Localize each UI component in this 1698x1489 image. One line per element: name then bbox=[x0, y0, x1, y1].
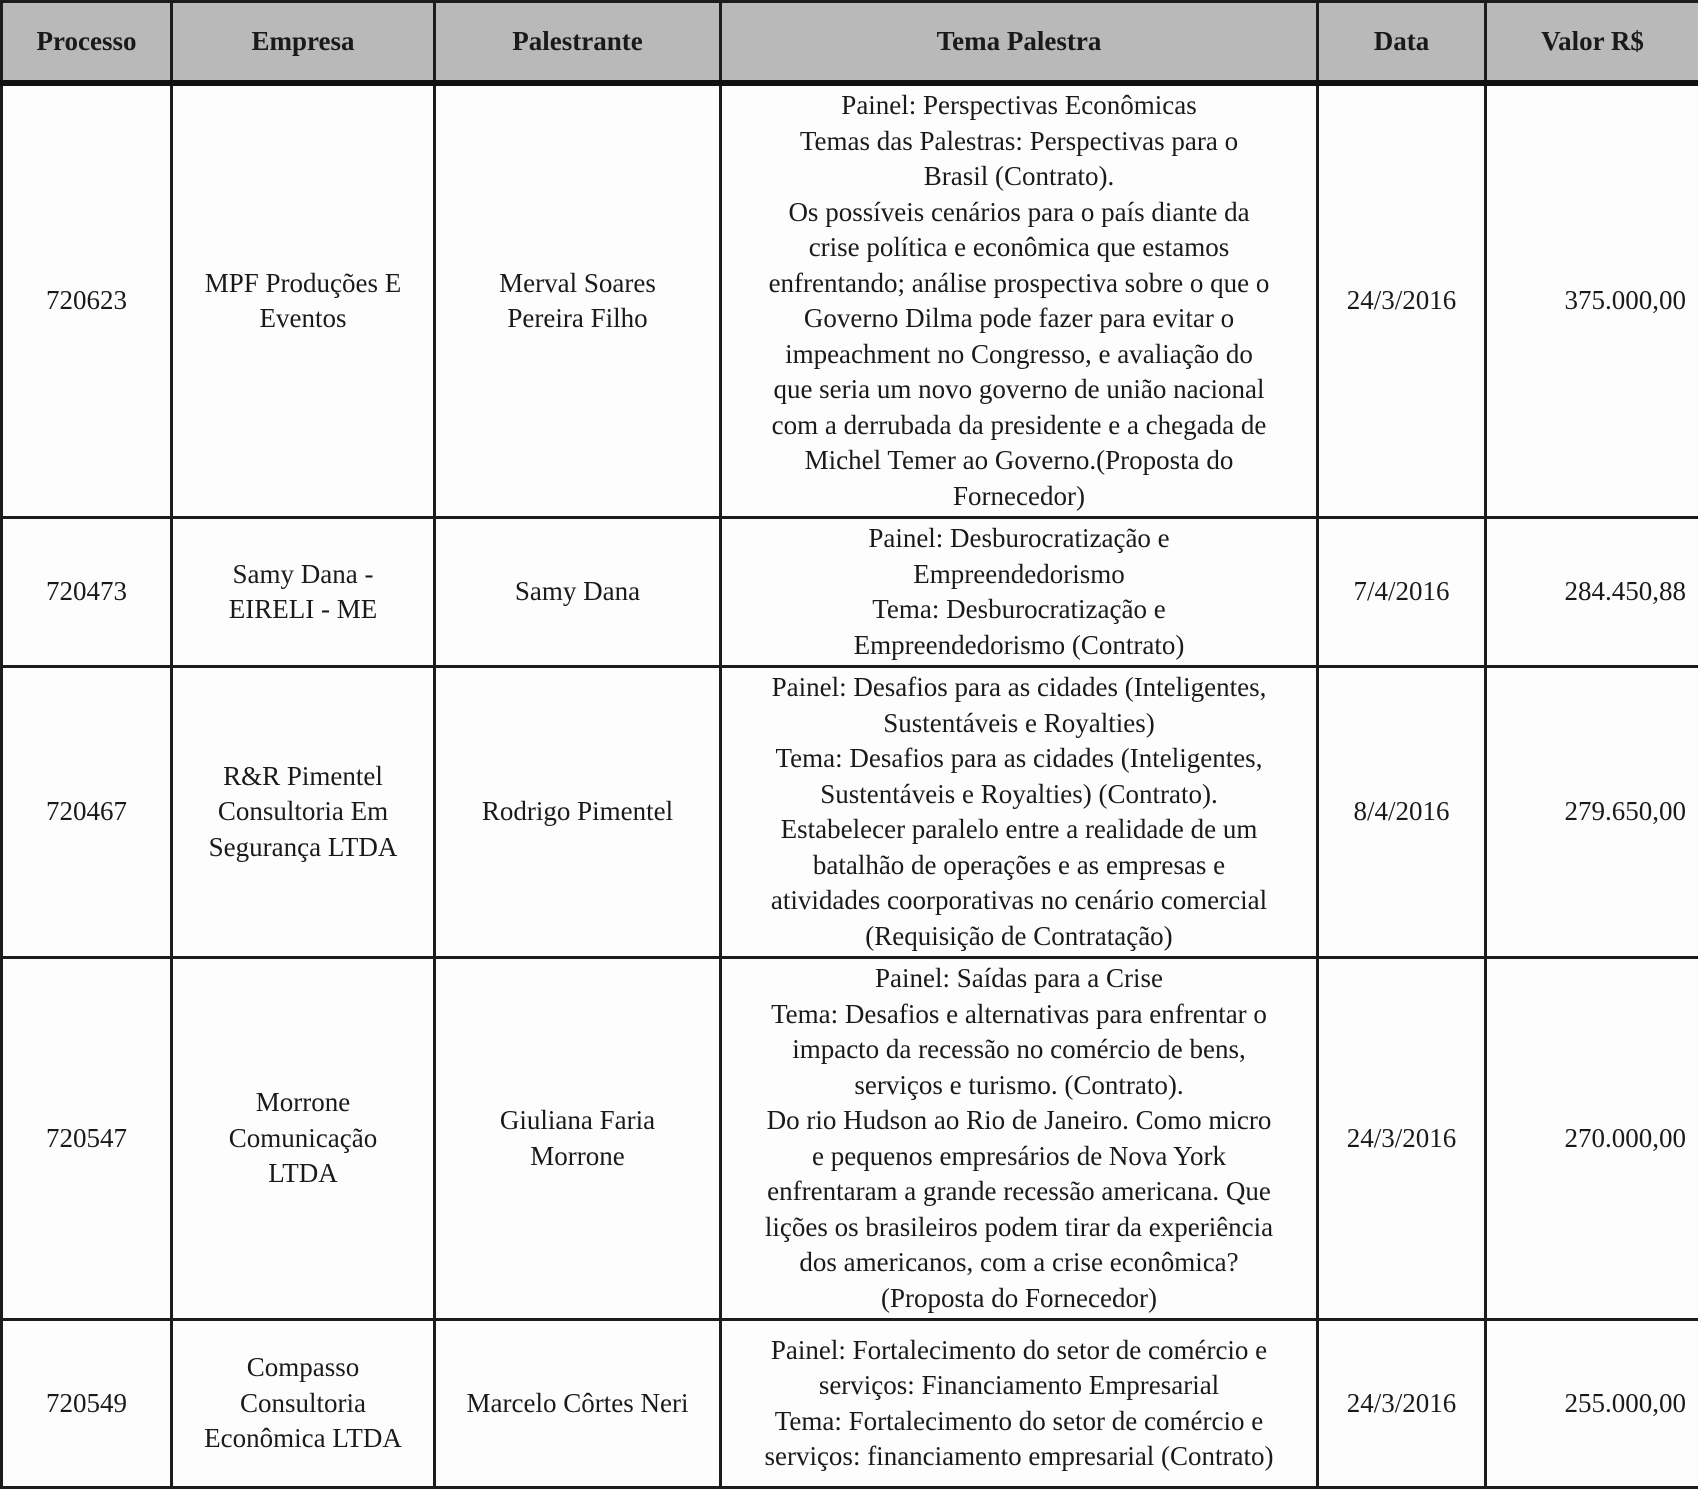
empresa-line: Segurança LTDA bbox=[179, 830, 427, 866]
tema-line: Empreendedorismo bbox=[726, 557, 1312, 593]
cell-palestrante bbox=[435, 518, 721, 667]
header-row bbox=[2, 2, 1698, 84]
header-valor: Valor R$ bbox=[1486, 2, 1698, 84]
tema-line: impeachment no Congresso, e avaliação do bbox=[726, 337, 1312, 373]
empresa-line: Compasso bbox=[179, 1350, 427, 1386]
cell-empresa bbox=[172, 1320, 435, 1488]
cell-processo: 720473 bbox=[2, 518, 172, 667]
tema-line: atividades coorporativas no cenário comercial bbox=[726, 883, 1312, 919]
table-row bbox=[2, 667, 1698, 958]
cell-palestrante bbox=[435, 958, 721, 1320]
table-row bbox=[2, 1320, 1698, 1488]
table-body bbox=[2, 83, 1698, 1488]
palestrante-line: Merval Soares bbox=[442, 266, 713, 302]
header-empresa: Empresa bbox=[172, 2, 435, 84]
header-palestrante: Palestrante bbox=[435, 2, 721, 84]
empresa-line: Comunicação bbox=[179, 1121, 427, 1157]
cell-data: 24/3/2016 bbox=[1318, 83, 1486, 518]
table-header bbox=[2, 2, 1698, 84]
tema-line: Os possíveis cenários para o país diante da bbox=[726, 195, 1312, 231]
empresa-line: Consultoria bbox=[179, 1386, 427, 1422]
empresa-line: Samy Dana - bbox=[179, 557, 427, 593]
empresa-line: Econômica LTDA bbox=[179, 1421, 427, 1457]
cell-palestrante bbox=[435, 83, 721, 518]
tema-line: enfrentando; análise prospectiva sobre o que o bbox=[726, 266, 1312, 302]
empresa-line: EIRELI - ME bbox=[179, 592, 427, 628]
tema-line: Painel: Desafios para as cidades (Inteligentes, bbox=[726, 670, 1312, 706]
tema-line: Tema: Desafios para as cidades (Inteligentes, bbox=[726, 741, 1312, 777]
cell-processo: 720467 bbox=[2, 667, 172, 958]
tema-line: Michel Temer ao Governo.(Proposta do bbox=[726, 443, 1312, 479]
tema-line: Fornecedor) bbox=[726, 479, 1312, 515]
cell-valor: 284.450,88 bbox=[1486, 518, 1698, 667]
cell-data: 24/3/2016 bbox=[1318, 958, 1486, 1320]
tema-line: lições os brasileiros podem tirar da experiência bbox=[726, 1210, 1312, 1246]
cell-tema-palestra bbox=[721, 667, 1318, 958]
tema-line: Do rio Hudson ao Rio de Janeiro. Como micro bbox=[726, 1103, 1312, 1139]
cell-palestrante bbox=[435, 667, 721, 958]
cell-empresa bbox=[172, 83, 435, 518]
palestrante-line: Samy Dana bbox=[442, 574, 713, 610]
cell-processo: 720547 bbox=[2, 958, 172, 1320]
tema-line: que seria um novo governo de união nacional bbox=[726, 372, 1312, 408]
tema-line: crise política e econômica que estamos bbox=[726, 230, 1312, 266]
table-row bbox=[2, 518, 1698, 667]
palestrante-line: Pereira Filho bbox=[442, 301, 713, 337]
tema-line: batalhão de operações e as empresas e bbox=[726, 848, 1312, 884]
cell-data: 7/4/2016 bbox=[1318, 518, 1486, 667]
cell-tema-palestra bbox=[721, 958, 1318, 1320]
cell-tema-palestra bbox=[721, 83, 1318, 518]
cell-tema-palestra bbox=[721, 518, 1318, 667]
tema-line: Sustentáveis e Royalties) (Contrato). bbox=[726, 777, 1312, 813]
tema-line: Painel: Desburocratização e bbox=[726, 521, 1312, 557]
tema-line: Brasil (Contrato). bbox=[726, 159, 1312, 195]
cell-empresa bbox=[172, 958, 435, 1320]
tema-line: (Requisição de Contratação) bbox=[726, 919, 1312, 955]
tema-line: impacto da recessão no comércio de bens, bbox=[726, 1032, 1312, 1068]
cell-palestrante bbox=[435, 1320, 721, 1488]
tema-line: e pequenos empresários de Nova York bbox=[726, 1139, 1312, 1175]
palestrante-line: Giuliana Faria bbox=[442, 1103, 713, 1139]
cell-valor: 279.650,00 bbox=[1486, 667, 1698, 958]
empresa-line: Eventos bbox=[179, 301, 427, 337]
tema-line: serviços: Financiamento Empresarial bbox=[726, 1368, 1312, 1404]
cell-processo: 720549 bbox=[2, 1320, 172, 1488]
tema-line: enfrentaram a grande recessão americana. Que bbox=[726, 1174, 1312, 1210]
cell-data: 24/3/2016 bbox=[1318, 1320, 1486, 1488]
tema-line: serviços e turismo. (Contrato). bbox=[726, 1068, 1312, 1104]
tema-line: Painel: Perspectivas Econômicas bbox=[726, 88, 1312, 124]
tema-line: Estabelecer paralelo entre a realidade de um bbox=[726, 812, 1312, 848]
tema-line: Governo Dilma pode fazer para evitar o bbox=[726, 301, 1312, 337]
tema-line: com a derrubada da presidente e a chegada de bbox=[726, 408, 1312, 444]
tema-line: Temas das Palestras: Perspectivas para o bbox=[726, 124, 1312, 160]
tema-line: Tema: Fortalecimento do setor de comércio e bbox=[726, 1404, 1312, 1440]
tema-line: Painel: Saídas para a Crise bbox=[726, 961, 1312, 997]
palestrante-line: Morrone bbox=[442, 1139, 713, 1175]
empresa-line: R&R Pimentel bbox=[179, 759, 427, 795]
cell-data: 8/4/2016 bbox=[1318, 667, 1486, 958]
empresa-line: LTDA bbox=[179, 1156, 427, 1192]
tema-line: Sustentáveis e Royalties) bbox=[726, 706, 1312, 742]
empresa-line: Morrone bbox=[179, 1085, 427, 1121]
cell-tema-palestra bbox=[721, 1320, 1318, 1488]
tema-line: Empreendedorismo (Contrato) bbox=[726, 628, 1312, 664]
cell-empresa bbox=[172, 667, 435, 958]
tema-line: (Proposta do Fornecedor) bbox=[726, 1281, 1312, 1317]
palestrante-line: Marcelo Côrtes Neri bbox=[442, 1386, 713, 1422]
empresa-line: MPF Produções E bbox=[179, 266, 427, 302]
tema-line: Tema: Desafios e alternativas para enfrentar o bbox=[726, 997, 1312, 1033]
cell-valor: 255.000,00 bbox=[1486, 1320, 1698, 1488]
header-processo: Processo bbox=[2, 2, 172, 84]
tema-line: serviços: financiamento empresarial (Contrato) bbox=[726, 1439, 1312, 1475]
empresa-line: Consultoria Em bbox=[179, 794, 427, 830]
table-row bbox=[2, 958, 1698, 1320]
tema-line: Painel: Fortalecimento do setor de comércio e bbox=[726, 1333, 1312, 1369]
cell-empresa bbox=[172, 518, 435, 667]
table-row bbox=[2, 83, 1698, 518]
cell-valor: 270.000,00 bbox=[1486, 958, 1698, 1320]
header-data: Data bbox=[1318, 2, 1486, 84]
palestrante-line: Rodrigo Pimentel bbox=[442, 794, 713, 830]
header-tema-palestra: Tema Palestra bbox=[721, 2, 1318, 84]
cell-processo: 720623 bbox=[2, 83, 172, 518]
cell-valor: 375.000,00 bbox=[1486, 83, 1698, 518]
tema-line: dos americanos, com a crise econômica? bbox=[726, 1245, 1312, 1281]
tema-line: Tema: Desburocratização e bbox=[726, 592, 1312, 628]
